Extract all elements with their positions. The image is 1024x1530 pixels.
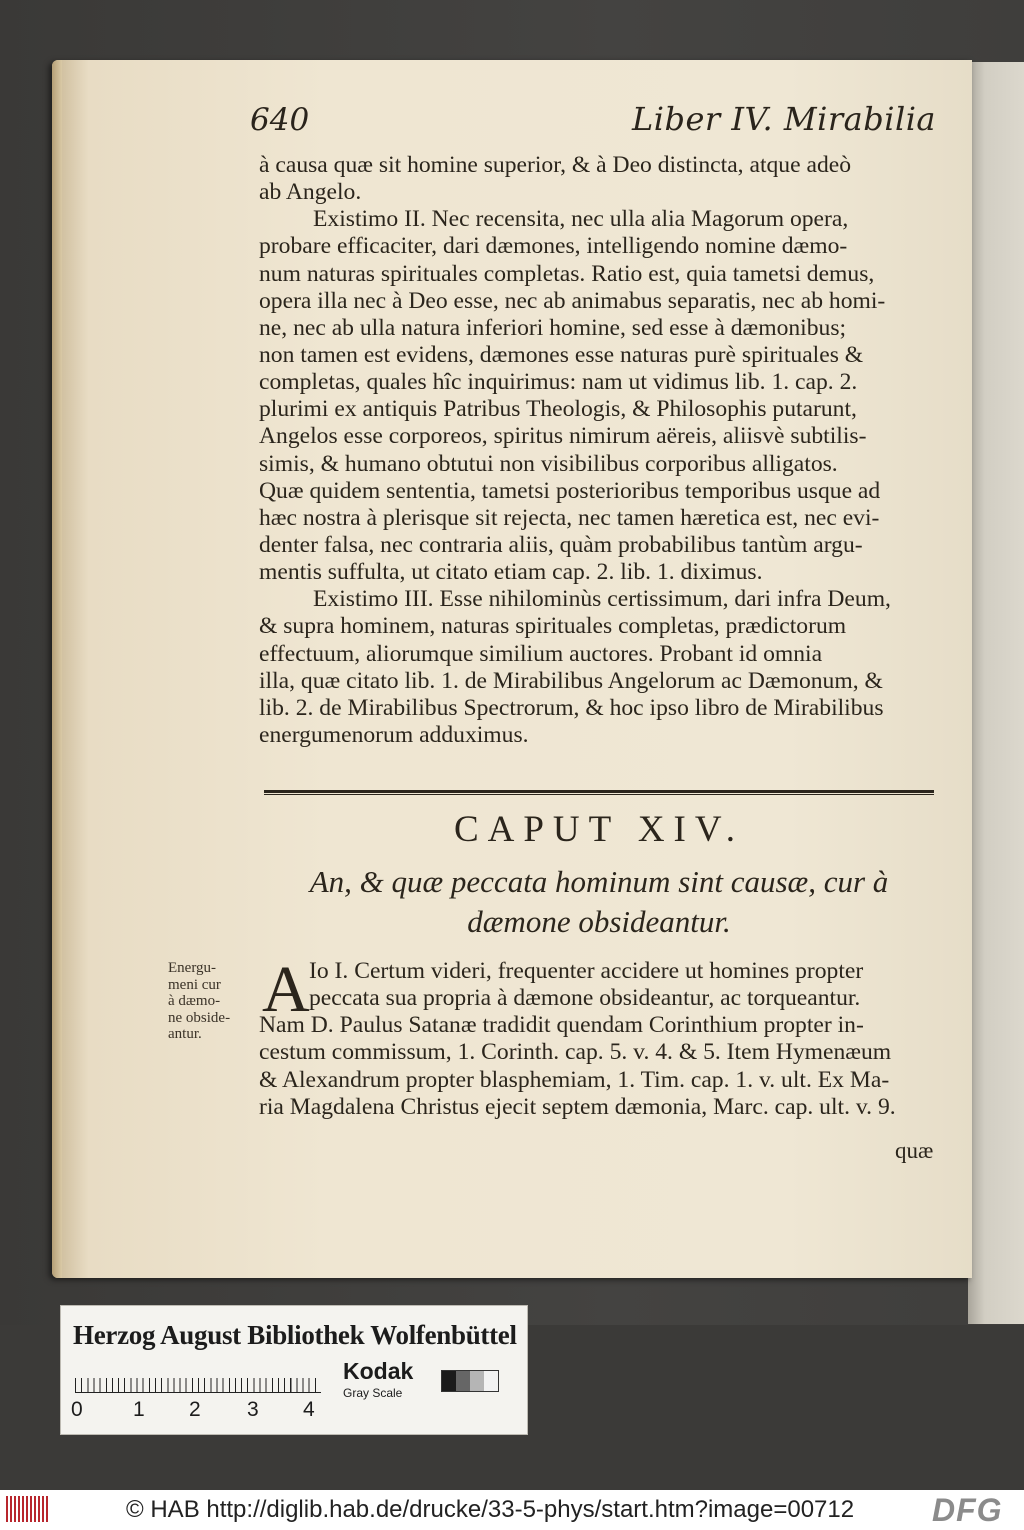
- text-line: plurimi ex antiquis Patribus Theologis, & Philosophis putarunt,: [259, 396, 857, 423]
- marginal-note-line: ne obside-: [168, 1009, 231, 1026]
- text-line: Quæ quidem sententia, tametsi posterioribus temporibus usque ad: [259, 477, 881, 504]
- gray-scale-label: Gray Scale: [343, 1386, 403, 1400]
- text-line: probare efficaciter, dari dæmones, intelligendo nomine dæmo-: [259, 233, 848, 260]
- text-line: illa, quæ citato lib. 1. de Mirabilibus Angelorum ac Dæmonum, &: [259, 667, 883, 694]
- page-number: 640: [250, 102, 310, 138]
- marginal-note-line: Energu-: [168, 960, 217, 976]
- kodak-logo: Kodak: [343, 1358, 414, 1384]
- drop-cap-initial: A: [262, 953, 310, 1026]
- text-line: Nam D. Paulus Satanæ tradidit quendam Corinthium propter in-: [259, 1012, 864, 1039]
- text-line: à causa quæ sit homine superior, & à Deo distincta, atque adeò: [259, 152, 852, 178]
- source-link[interactable]: © HAB http://diglib.hab.de/drucke/33-5-phys/start.htm?image=00712: [126, 1496, 855, 1523]
- gray-swatch: [456, 1371, 470, 1391]
- text-line: ria Magdalena Christus ejecit septem dæmonia, Marc. cap. ult. v. 9.: [259, 1093, 896, 1120]
- text-line: cestum commissum, 1. Corinth. cap. 5. v. 4. & 5. Item Hymenæum: [259, 1039, 892, 1066]
- paragraph-block: [259, 152, 939, 749]
- text-line: simis, & humano obtutui non visibilibus corporibus alligatos.: [259, 450, 838, 477]
- hab-barcode-icon: [6, 1496, 48, 1522]
- text-line: ab Angelo.: [259, 179, 362, 206]
- ruler-label: 0: [71, 1398, 83, 1421]
- catchword: quæ: [895, 1138, 934, 1163]
- text-line: mentis suffulta, ut citato etiam cap. 2. lib. 1. diximus.: [259, 559, 763, 586]
- scan-reference-card: [60, 1305, 528, 1435]
- ruler-label: 2: [189, 1398, 201, 1421]
- gray-swatch: [484, 1371, 498, 1391]
- marginal-note: [168, 960, 254, 1043]
- adjacent-page-edge: [968, 62, 1024, 1324]
- measurement-ruler: [75, 1370, 321, 1393]
- chapter-subtitle: [264, 862, 934, 942]
- text-line: Existimo III. Esse nihilominùs certissimum, dari infra Deum,: [313, 586, 891, 613]
- dfg-logo: DFG: [932, 1492, 1003, 1528]
- text-line: & supra hominem, naturas spirituales completas, prædictorum: [259, 613, 847, 640]
- gray-scale-swatches: [441, 1370, 499, 1392]
- page-gutter-edge: [52, 60, 62, 1278]
- chapter-title: CAPUT XIV.: [453, 809, 745, 850]
- ruler-label: 1: [133, 1398, 145, 1421]
- text-line: ne, nec ab ulla natura inferiori homine, sed esse à dæmonibus;: [259, 314, 847, 341]
- text-line: lib. 2. de Mirabilibus Spectrorum, & hoc ipso libro de Mirabilibus: [259, 694, 884, 721]
- text-line: non tamen est evidens, dæmones esse naturas purè spirituales &: [259, 341, 864, 368]
- text-line: Io I. Certum videri, frequenter accidere ut homines propter: [309, 958, 864, 984]
- chapter-subtitle-line: dæmone obsideantur.: [467, 904, 731, 939]
- text-line: peccata sua propria à dæmone obsideantur, ac torqueantur.: [309, 985, 861, 1012]
- text-line: Angelos esse corporeos, spiritus nimirum aëreis, aliisvè subtilis-: [259, 423, 867, 450]
- marginal-note-line: antur.: [168, 1026, 202, 1042]
- text-line: opera illa nec à Deo esse, nec ab animabus separatis, nec ab homi-: [259, 287, 886, 314]
- ruler-label: 3: [247, 1398, 259, 1421]
- marginal-note-line: à dæmo-: [168, 993, 221, 1009]
- running-head: [250, 100, 940, 148]
- chapter-divider-rule: [264, 790, 934, 795]
- marginal-note-line: meni cur: [168, 976, 221, 993]
- ruler-label: 4: [303, 1398, 315, 1421]
- text-line: energumenorum adduximus.: [259, 721, 529, 748]
- gray-swatch: [470, 1371, 484, 1391]
- text-line: num naturas spirituales completas. Ratio est, quia tametsi demus,: [259, 260, 875, 287]
- text-line: effectuum, aliorumque similium auctores. Probant id omnia: [259, 640, 823, 667]
- running-title: Liber IV. Mirabilia: [631, 100, 936, 138]
- footer-bar: [0, 1490, 1024, 1530]
- text-line: Existimo II. Nec recensita, nec ulla alia Magorum opera,: [313, 206, 849, 233]
- gray-swatch: [442, 1371, 456, 1391]
- text-line: hæc nostra à plerisque sit rejecta, nec tamen hæretica est, nec evi-: [259, 504, 880, 531]
- text-line: & Alexandrum propter blasphemiam, 1. Tim. cap. 1. v. ult. Ex Ma-: [259, 1066, 890, 1093]
- text-line: completas, quales hîc inquirimus: nam ut vidimus lib. 1. cap. 2.: [259, 369, 858, 396]
- chapter-body: [259, 953, 939, 1121]
- text-line: denter falsa, nec contraria aliis, quàm probabilibus tantùm argu-: [259, 531, 863, 558]
- chapter-subtitle-line: An, & quæ peccata hominum sint causæ, cur à: [309, 864, 889, 899]
- library-name: Herzog August Bibliothek Wolfenbüttel: [73, 1320, 517, 1350]
